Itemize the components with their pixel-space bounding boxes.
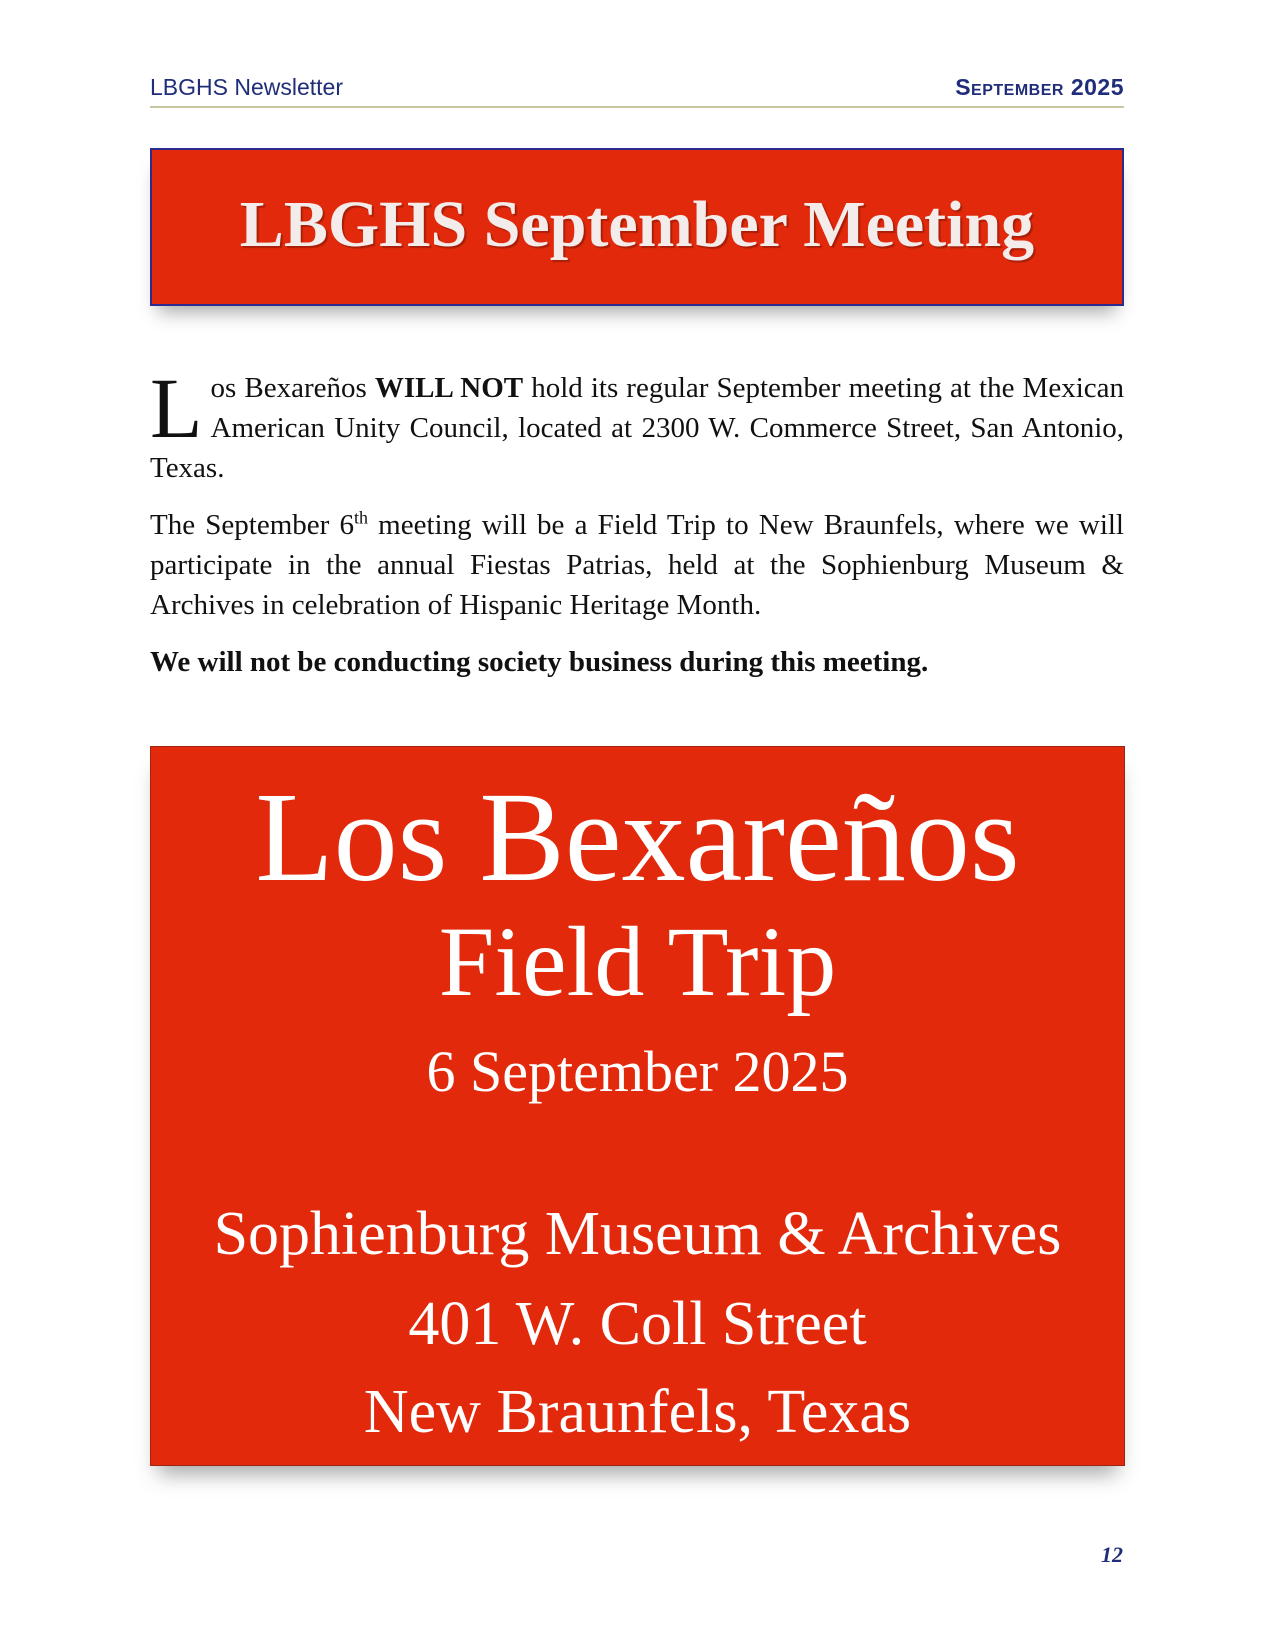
event-organization: Los Bexareños (255, 766, 1020, 908)
drop-cap: L (150, 360, 203, 456)
newsletter-name: LBGHS Newsletter (150, 74, 344, 100)
paragraph-2-text-b: meeting will be a Field Trip to New Braunfels, where we will participate in the annual Fiestas Patrias, held at the Sophienburg Museum & Archives in celebration of Hispanic Heritage Month. (150, 509, 1124, 621)
paragraph-3: We will not be conducting society business during this meeting. (150, 646, 929, 678)
paragraph-1-text-a: os Bexareños (210, 372, 375, 404)
meeting-title-banner (150, 148, 1124, 306)
paragraph-2-text-a: The September 6 (150, 509, 354, 541)
paragraph-1-emphasis: WILL NOT (374, 372, 524, 404)
event-date: 6 September 2025 (426, 1039, 849, 1104)
event-venue: Sophienburg Museum & Archives (213, 1200, 1062, 1268)
event-city: New Braunfels, Texas (363, 1378, 912, 1446)
paragraph-1 (150, 360, 1124, 488)
meeting-title: LBGHS September Meeting (239, 188, 1035, 261)
event-street: 401 W. Coll Street (408, 1290, 867, 1358)
ordinal-suffix: th (353, 507, 368, 528)
article-body (150, 360, 1124, 699)
page-header (150, 72, 1124, 108)
event-title: Field Trip (438, 906, 837, 1017)
page-number: 12 (1101, 1542, 1123, 1567)
issue-date: September 2025 (955, 74, 1124, 100)
field-trip-banner (150, 746, 1125, 1466)
paragraph-1-text-b: hold its regular September meeting at the Mexican American Unity Council, located at 2300 W. Commerce Street, San Antonio, Texas. (150, 372, 1124, 484)
paragraph-2 (150, 505, 1124, 625)
